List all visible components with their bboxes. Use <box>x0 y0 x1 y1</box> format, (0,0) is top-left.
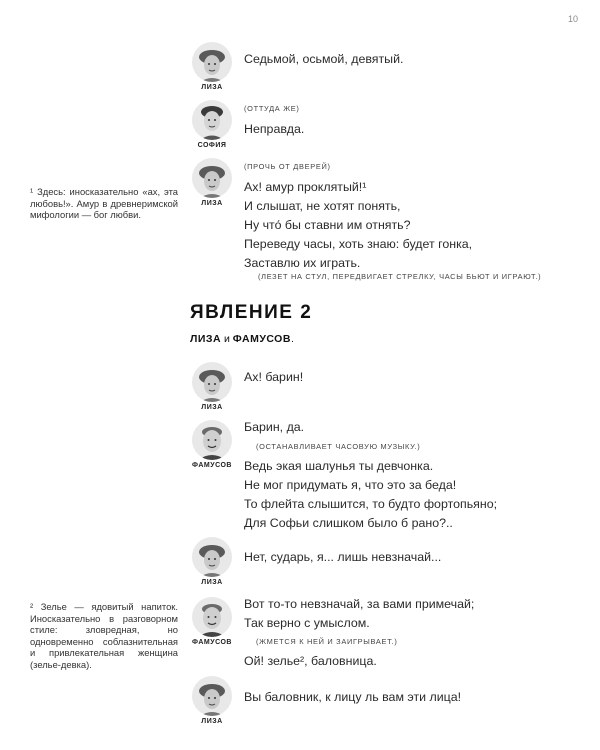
character-name: ЛИЗА <box>201 718 223 725</box>
stage-direction: (ОТТУДА ЖЕ) <box>244 104 300 113</box>
stage-direction: (ПРОЧЬ ОТ ДВЕРЕЙ) <box>244 162 331 171</box>
liza-portrait-icon <box>192 42 232 82</box>
liza-portrait-icon <box>192 676 232 716</box>
liza-avatar <box>190 537 234 586</box>
cast-and: и <box>224 333 230 345</box>
liza-avatar <box>190 42 234 91</box>
character-name: ЛИЗА <box>201 200 223 207</box>
liza-portrait-icon <box>192 362 232 402</box>
character-name: ЛИЗА <box>201 579 223 586</box>
famusov-avatar <box>190 597 234 646</box>
character-name: ФАМУСОВ <box>192 639 232 646</box>
verse-line: Ведь экая шалунья ты девчонка. <box>244 459 434 473</box>
verse-line: Так верно с умыслом. <box>244 616 370 630</box>
verse-line: Ой! зелье², баловница. <box>244 654 377 668</box>
stage-direction: (ЛЕЗЕТ НА СТУЛ, ПЕРЕДВИГАЕТ СТРЕЛКУ, ЧАСЫ БЬЮТ И ИГРАЮТ.) <box>258 272 542 281</box>
verse-line: Не мог придумать я, что это за беда! <box>244 478 457 492</box>
liza-portrait-icon <box>192 158 232 198</box>
verse-line: Ну что́ бы ставни им отнять? <box>244 218 411 232</box>
verse-line: Вы баловник, к лицу ль вам эти лица! <box>244 690 462 704</box>
liza-avatar <box>190 158 234 207</box>
liza-portrait-icon <box>192 537 232 577</box>
sofia-portrait-icon <box>192 100 232 140</box>
character-name: ЛИЗА <box>201 404 223 411</box>
verse-line: Нет, сударь, я... лишь невзначай... <box>244 550 442 564</box>
cast-famusov: ФАМУСОВ <box>232 333 291 345</box>
verse-line: Ах! барин! <box>244 370 304 384</box>
cast-liza: ЛИЗА <box>190 333 222 345</box>
scene-title: ЯВЛЕНИЕ 2 <box>190 302 313 323</box>
stage-direction: (ЖМЕТСЯ К НЕЙ И ЗАИГРЫВАЕТ.) <box>256 637 398 646</box>
verse-line: Заставлю их играть. <box>244 256 361 270</box>
verse-line: Барин, да. <box>244 420 305 434</box>
liza-avatar <box>190 676 234 725</box>
page-number: 10 <box>567 14 578 24</box>
character-name: ЛИЗА <box>201 84 223 91</box>
sofia-avatar <box>190 100 234 149</box>
famusov-avatar <box>190 420 234 469</box>
character-name: СОФИЯ <box>197 142 227 149</box>
verse-line: Переведу часы, хоть знаю: будет гонка, <box>244 237 473 251</box>
verse-line: Для Софьи слишком было б рано?.. <box>244 516 453 530</box>
stage-direction: (ОСТАНАВЛИВАЕТ ЧАСОВУЮ МУЗЫКУ.) <box>256 442 421 451</box>
famusov-portrait-icon <box>192 420 232 460</box>
verse-line: Седьмой, осьмой, девятый. <box>244 52 404 66</box>
liza-avatar <box>190 362 234 411</box>
famusov-portrait-icon <box>192 597 232 637</box>
verse-line: Вот то-то невзначай, за вами примечай; <box>244 597 475 611</box>
verse-line: Ах! амур проклятый!¹ <box>244 180 367 194</box>
footnote-2: ² Зелье — ядовитый напиток. Иносказательно в разговорном стиле: зловредная, но одновременно соблазнительная и привлекательная женщина (зелье-девка). <box>30 601 178 670</box>
verse-line: То флейта слышится, то будто фортопьяно; <box>244 497 498 511</box>
scene-cast <box>190 333 294 345</box>
cast-end: . <box>290 333 294 345</box>
footnote-1: ¹ Здесь: иносказательно «ах, эта любовь!». Амур в древнеримской мифологии — бог любви. <box>30 186 178 220</box>
verse-line: Неправда. <box>244 122 305 136</box>
character-name: ФАМУСОВ <box>192 462 232 469</box>
verse-line: И слышат, не хотят понять, <box>244 199 401 213</box>
